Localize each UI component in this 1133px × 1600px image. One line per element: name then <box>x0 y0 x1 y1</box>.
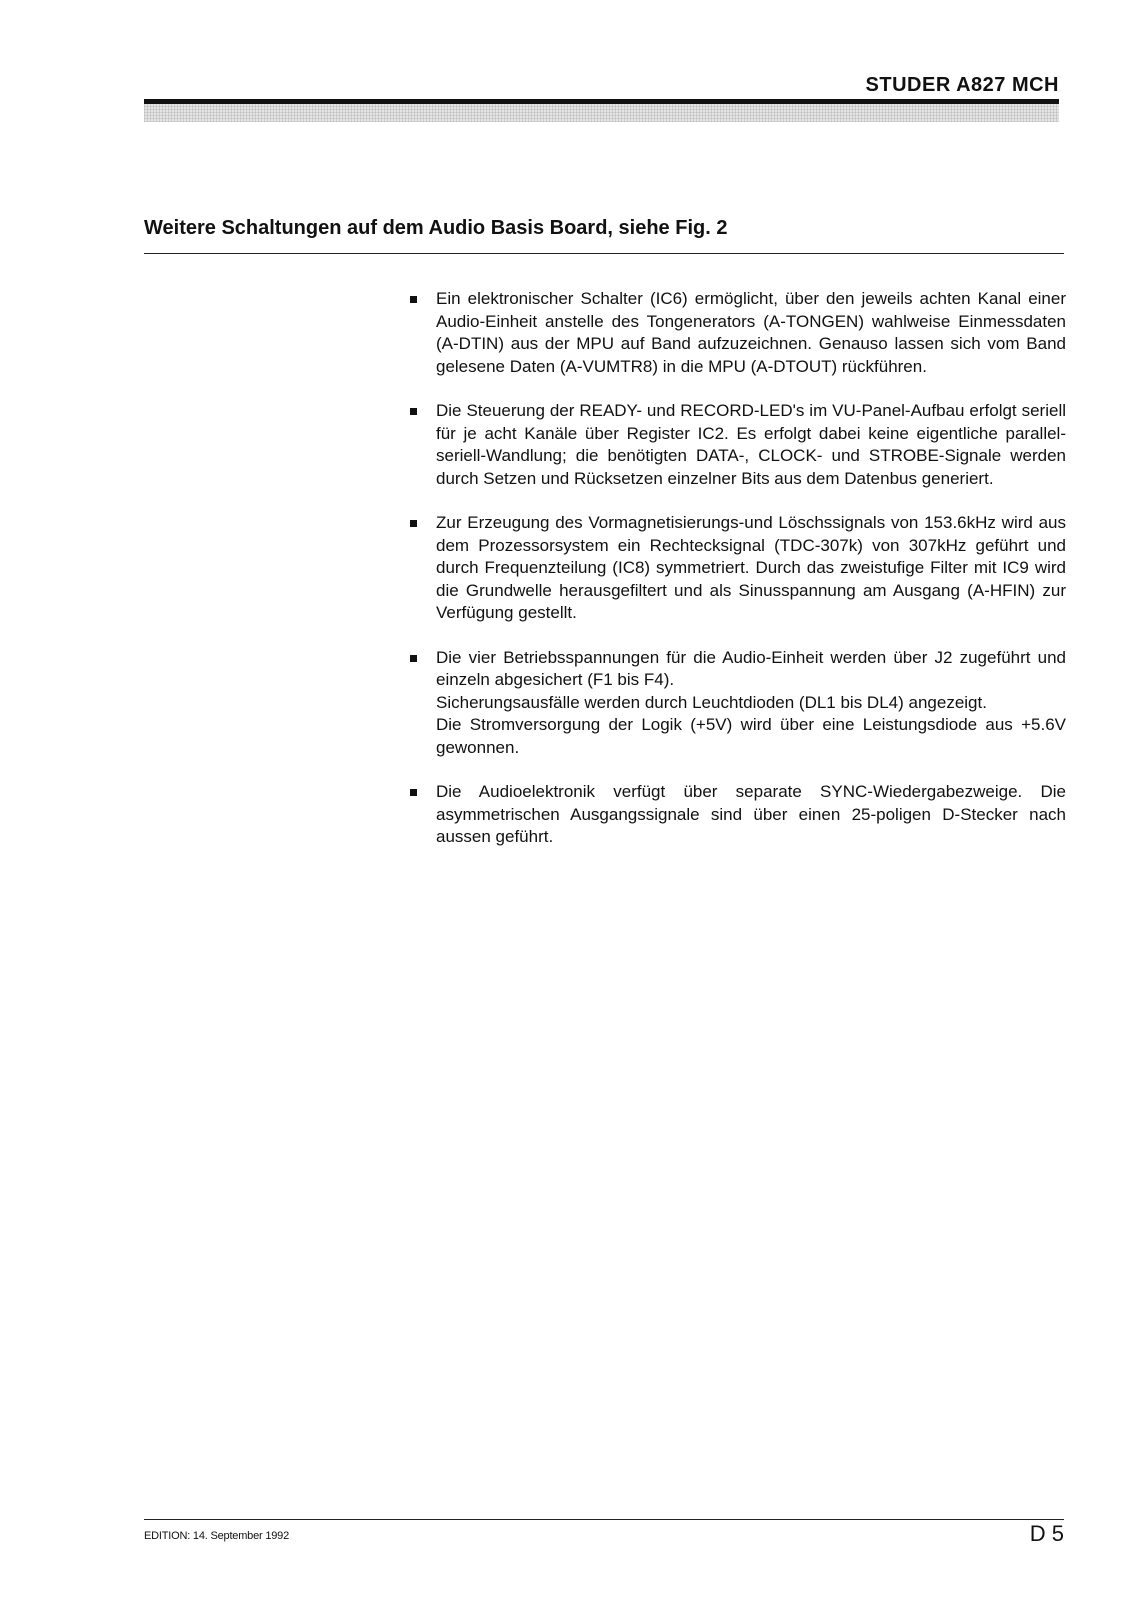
bullet-paragraph: Zur Erzeugung des Vormagnetisierungs-und Löschssignals von 153.6kHz wird aus dem Prozessorsystem ein Rechtecksignal (TDC-307k) von 307kHz geführt und durch Frequenzteilung (IC8) symmetriert. Durch das zweistufige Filter mit IC9 wird die Grundwelle herausgefiltert und als Sinusspannung am Ausgang (A-HFIN) zur Verfügung gestellt. <box>436 513 1066 622</box>
bullet-paragraph: Die Stromversorgung der Logik (+5V) wird über eine Leistungsdiode aus +5.6V gewonnen. <box>436 715 1066 757</box>
footer-edition: EDITION: 14. September 1992 <box>144 1530 290 1542</box>
footer-rule <box>144 1519 1064 1520</box>
bullet-item <box>410 781 1066 849</box>
bullet-paragraph: Die vier Betriebsspannungen für die Audio-Einheit werden über J2 zugeführt und einzeln abgesichert (F1 bis F4). <box>436 647 1066 689</box>
bullet-paragraph: Ein elektronischer Schalter (IC6) ermöglicht, über den jeweils achten Kanal einer Audio-Einheit anstelle des Tongenerators (A-TONGEN) wahlweise Einmessdaten (A-DTIN) aus der MPU auf Band aufzuzeichnen. Genauso lassen sich vom Band gelesene Daten (A-VUMTR8) in die MPU (A-DTOUT) rückführen. <box>436 289 1066 376</box>
bullet-item <box>410 288 1066 378</box>
bullet-marker <box>410 655 417 662</box>
section-rule <box>144 253 1064 254</box>
bullet-marker <box>410 520 417 527</box>
page-number: D 5 <box>1029 1521 1064 1546</box>
bullet-paragraph: Die Audioelektronik verfügt über separate SYNC-Wiedergabezweige. Die asymmetrischen Ausgangssignale sind über einen 25-poligen D-Stecker nach aussen geführt. <box>436 782 1066 846</box>
header-stripe <box>144 104 1059 122</box>
bullet-item <box>410 512 1066 625</box>
bullet-paragraph: Die Steuerung der READY- und RECORD-LED's im VU-Panel-Aufbau erfolgt seriell für je acht Kanäle über Register IC2. Es erfolgt dabei keine eigentliche parallel-seriell-Wandlung; die benötigten DATA-, CLOCK- und STROBE-Signale werden durch Setzen und Rücksetzen einzelner Bits aus dem Datenbus generiert. <box>436 401 1066 488</box>
bullet-marker <box>410 408 417 415</box>
bullet-item <box>410 647 1066 760</box>
section-title: Weitere Schaltungen auf dem Audio Basis Board, siehe Fig. 2 <box>144 217 728 239</box>
bullet-paragraph: Sicherungsausfälle werden durch Leuchtdioden (DL1 bis DL4) angezeigt. <box>436 692 987 712</box>
brand-title: STUDER A827 MCH <box>865 74 1059 96</box>
bullet-item <box>410 400 1066 490</box>
bullet-list <box>410 288 1066 871</box>
bullet-marker <box>410 789 417 796</box>
bullet-marker <box>410 296 417 303</box>
